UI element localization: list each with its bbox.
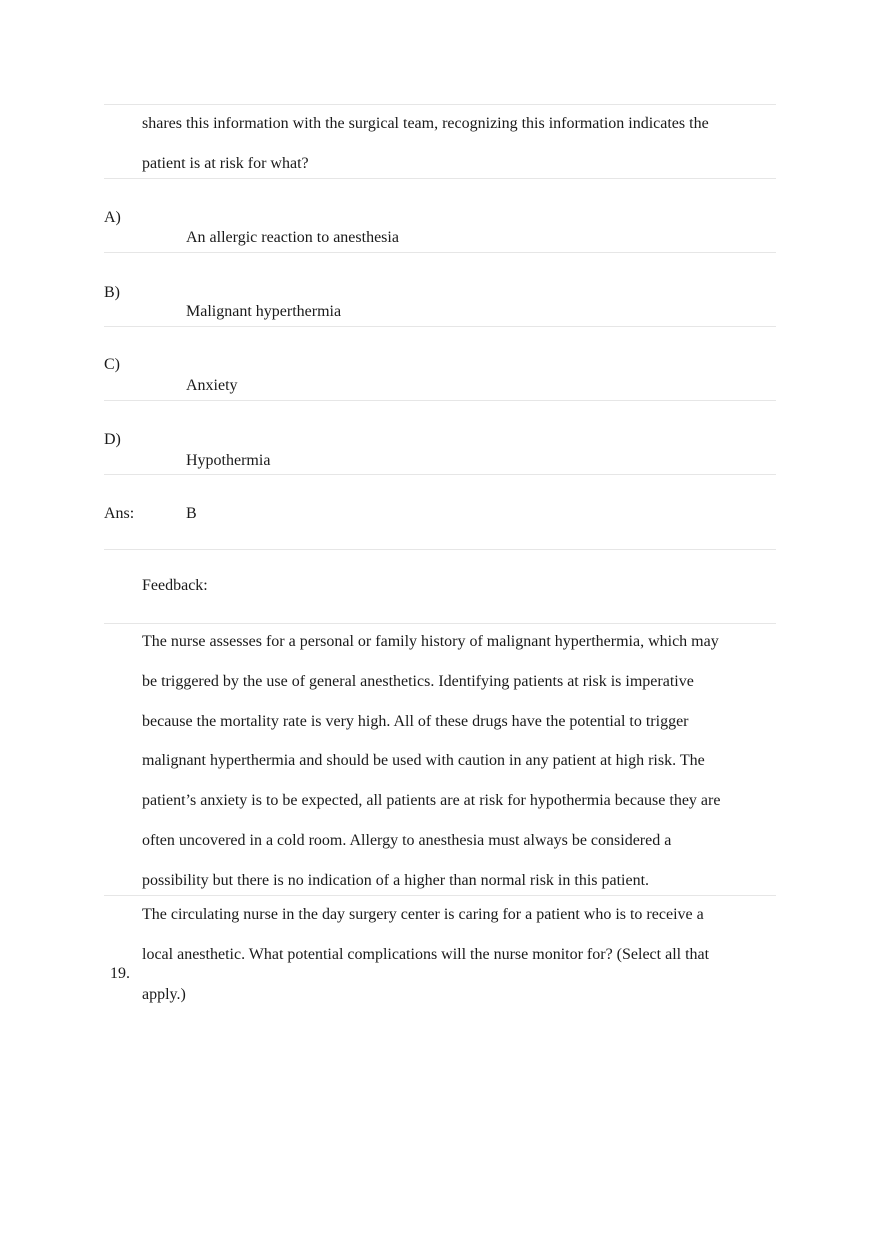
row-divider (104, 474, 776, 475)
question-text-line: shares this information with the surgical team, recognizing this information indicates the (142, 115, 709, 132)
feedback-line: be triggered by the use of general anesthetics. Identifying patients at risk is imperative (142, 672, 694, 690)
row-divider (104, 326, 776, 327)
row-divider (104, 400, 776, 401)
feedback-line: possibility but there is no indication of a higher than normal risk in this patient. (142, 871, 650, 889)
option-text-a: An allergic reaction to anesthesia (186, 229, 399, 246)
question-text-line: patient is at risk for what? (142, 155, 309, 172)
option-letter-d: D) (104, 431, 121, 448)
row-divider (104, 549, 776, 550)
feedback-line: often uncovered in a cold room. Allergy to anesthesia must always be considered a (142, 831, 672, 849)
feedback-label: Feedback: (142, 577, 208, 594)
option-letter-c: C) (104, 356, 120, 373)
question-text-line: The circulating nurse in the day surgery center is caring for a patient who is to receive a (142, 906, 704, 923)
option-letter-b: B) (104, 284, 120, 301)
answer-label: Ans: (104, 505, 135, 522)
next-question-text (142, 895, 782, 1014)
row-divider (104, 252, 776, 253)
feedback-line: malignant hyperthermia and should be used with caution in any patient at high risk. The (142, 752, 705, 770)
question-number: 19. (110, 965, 130, 982)
answer-value: B (186, 505, 197, 522)
question-text-line: local anesthetic. What potential complications will the nurse monitor for? (Select all that (142, 945, 710, 963)
option-letter-a: A) (104, 209, 121, 226)
feedback-line: patient’s anxiety is to be expected, all patients are at risk for hypothermia because they are (142, 792, 721, 810)
row-divider (104, 104, 776, 105)
option-text-d: Hypothermia (186, 452, 271, 469)
feedback-line: The nurse assesses for a personal or family history of malignant hyperthermia, which may (142, 633, 719, 650)
feedback-paragraph (142, 622, 782, 901)
option-text-b: Malignant hyperthermia (186, 303, 342, 320)
row-divider (104, 178, 776, 179)
option-text-c: Anxiety (186, 377, 238, 394)
feedback-line: because the mortality rate is very high. All of these drugs have the potential to trigger (142, 712, 689, 730)
question-text-line: apply.) (142, 985, 186, 1003)
